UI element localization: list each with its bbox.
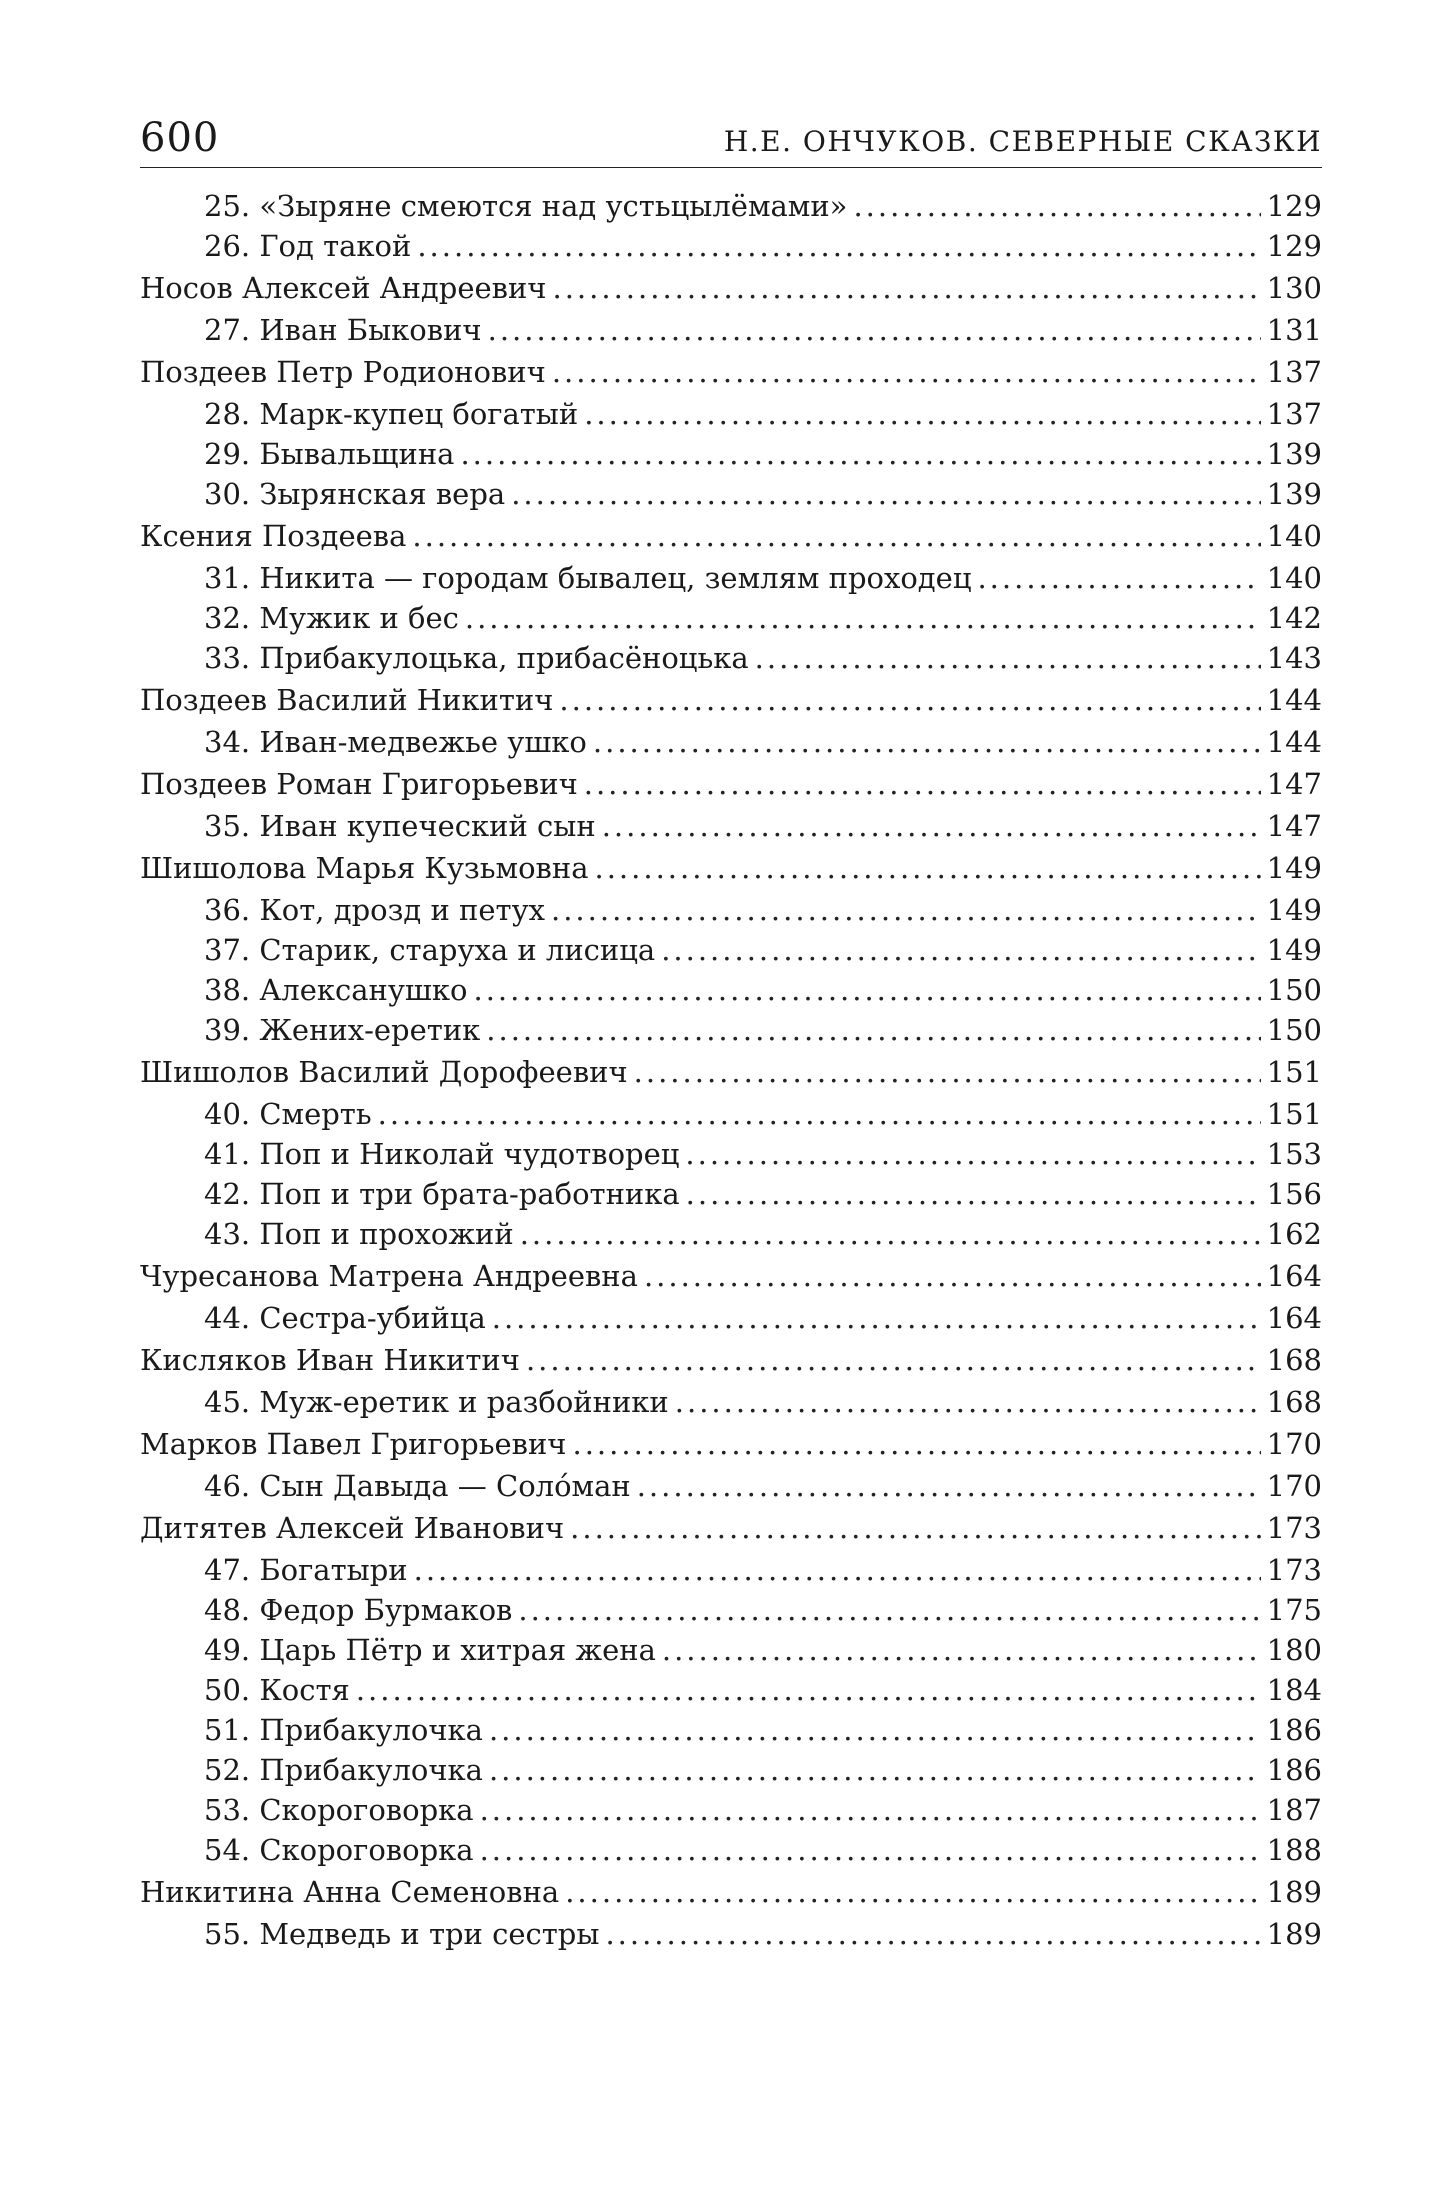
entry-title: 32. Мужик и бес xyxy=(204,601,459,635)
entry-page-number: 147 xyxy=(1266,809,1322,843)
entry-page-number: 164 xyxy=(1266,1301,1322,1335)
entry-page-number: 189 xyxy=(1266,1875,1322,1909)
dot-leader xyxy=(977,558,1260,598)
toc-story-entry xyxy=(140,1214,1322,1254)
dot-leader xyxy=(644,1254,1261,1298)
toc-author-entry xyxy=(140,1506,1322,1550)
entry-title: 31. Никита — городам бывалец, землям проходец xyxy=(204,561,972,595)
toc-author-entry xyxy=(140,1254,1322,1298)
entry-page-number: 137 xyxy=(1266,397,1322,431)
entry-page-number: 143 xyxy=(1266,641,1322,675)
entry-title: 41. Поп и Николай чудотворец xyxy=(204,1137,680,1171)
entry-title: 45. Муж-еретик и разбойники xyxy=(204,1385,669,1419)
toc-author-entry xyxy=(140,514,1322,558)
toc-author-entry xyxy=(140,1870,1322,1914)
toc-author-entry xyxy=(140,762,1322,806)
toc-story-entry xyxy=(140,1466,1322,1506)
toc-story-entry xyxy=(140,1010,1322,1050)
entry-page-number: 189 xyxy=(1266,1917,1322,1951)
entry-title: 54. Скороговорка xyxy=(204,1833,474,1867)
entry-page-number: 149 xyxy=(1266,893,1322,927)
entry-title: 40. Смерть xyxy=(204,1097,372,1131)
entry-page-number: 150 xyxy=(1266,973,1322,1007)
dot-leader xyxy=(356,1670,1261,1710)
toc-author-entry xyxy=(140,1422,1322,1466)
toc-story-entry xyxy=(140,310,1322,350)
dot-leader xyxy=(480,1830,1261,1870)
entry-page-number: 173 xyxy=(1266,1553,1322,1587)
dot-leader xyxy=(605,1914,1260,1954)
entry-page-number: 184 xyxy=(1266,1673,1322,1707)
toc-story-entry xyxy=(140,1134,1322,1174)
entry-page-number: 156 xyxy=(1266,1177,1322,1211)
entry-title: 52. Прибакулочка xyxy=(204,1753,483,1787)
dot-leader xyxy=(853,186,1260,226)
dot-leader xyxy=(551,890,1261,930)
toc-author-entry xyxy=(140,846,1322,890)
entry-title: 25. «Зыряне смеются над устьцылёмами» xyxy=(204,189,848,223)
entry-page-number: 147 xyxy=(1266,767,1322,801)
entry-title: Шишолова Марья Кузьмовна xyxy=(140,851,589,885)
dot-leader xyxy=(661,930,1260,970)
dot-leader xyxy=(602,806,1261,846)
dot-leader xyxy=(465,598,1261,638)
dot-leader xyxy=(473,970,1260,1010)
dot-leader xyxy=(480,1790,1261,1830)
entry-page-number: 129 xyxy=(1266,229,1322,263)
entry-title: Марков Павел Григорьевич xyxy=(140,1427,567,1461)
entry-title: 47. Богатыри xyxy=(204,1553,408,1587)
toc-story-entry xyxy=(140,434,1322,474)
toc-author-entry xyxy=(140,1050,1322,1094)
dot-leader xyxy=(559,678,1260,722)
entry-page-number: 131 xyxy=(1266,313,1322,347)
entry-page-number: 140 xyxy=(1266,519,1322,553)
dot-leader xyxy=(520,1214,1261,1254)
entry-title: 37. Старик, старуха и лисица xyxy=(204,933,656,967)
toc-story-entry xyxy=(140,638,1322,678)
toc-story-entry xyxy=(140,722,1322,762)
entry-title: 27. Иван Быкович xyxy=(204,313,482,347)
toc-story-entry xyxy=(140,1914,1322,1954)
table-of-contents xyxy=(140,186,1322,1954)
entry-title: 26. Год такой xyxy=(204,229,412,263)
dot-leader xyxy=(552,350,1261,394)
entry-page-number: 186 xyxy=(1266,1753,1322,1787)
entry-page-number: 139 xyxy=(1266,437,1322,471)
entry-title: Шишолов Василий Дорофеевич xyxy=(140,1055,628,1089)
dot-leader xyxy=(572,1422,1260,1466)
toc-story-entry xyxy=(140,1298,1322,1338)
toc-story-entry xyxy=(140,1830,1322,1870)
dot-leader xyxy=(584,762,1261,806)
dot-leader xyxy=(552,266,1260,310)
entry-title: 35. Иван купеческий сын xyxy=(204,809,596,843)
dot-leader xyxy=(414,1550,1261,1590)
entry-page-number: 186 xyxy=(1266,1713,1322,1747)
dot-leader xyxy=(593,722,1261,762)
entry-title: 30. Зырянская вера xyxy=(204,477,506,511)
entry-title: Чуресанова Матрена Андреевна xyxy=(140,1259,638,1293)
dot-leader xyxy=(511,474,1260,514)
toc-story-entry xyxy=(140,1174,1322,1214)
toc-story-entry xyxy=(140,186,1322,226)
toc-story-entry xyxy=(140,558,1322,598)
dot-leader xyxy=(675,1382,1261,1422)
entry-title: 48. Федор Бурмаков xyxy=(204,1593,513,1627)
entry-title: Поздеев Роман Григорьевич xyxy=(140,767,578,801)
header-rule xyxy=(140,167,1322,168)
dot-leader xyxy=(634,1050,1261,1094)
entry-page-number: 137 xyxy=(1266,355,1322,389)
dot-leader xyxy=(486,1010,1260,1050)
toc-story-entry xyxy=(140,474,1322,514)
entry-page-number: 140 xyxy=(1266,561,1322,595)
entry-title: 28. Марк-купец богатый xyxy=(204,397,579,431)
dot-leader xyxy=(417,226,1260,266)
entry-title: 29. Бывальщина xyxy=(204,437,455,471)
page-header xyxy=(140,112,1322,166)
entry-title: Поздеев Василий Никитич xyxy=(140,683,554,717)
toc-story-entry xyxy=(140,598,1322,638)
toc-story-entry xyxy=(140,1670,1322,1710)
entry-page-number: 142 xyxy=(1266,601,1322,635)
dot-leader xyxy=(685,1134,1260,1174)
entry-page-number: 168 xyxy=(1266,1385,1322,1419)
dot-leader xyxy=(755,638,1261,678)
toc-story-entry xyxy=(140,930,1322,970)
entry-page-number: 130 xyxy=(1266,271,1322,305)
toc-author-entry xyxy=(140,350,1322,394)
entry-title: Поздеев Петр Родионович xyxy=(140,355,546,389)
toc-author-entry xyxy=(140,266,1322,310)
toc-story-entry xyxy=(140,806,1322,846)
entry-page-number: 149 xyxy=(1266,851,1322,885)
entry-page-number: 139 xyxy=(1266,477,1322,511)
entry-title: 42. Поп и три брата-работника xyxy=(204,1177,680,1211)
dot-leader xyxy=(488,310,1261,350)
page-number: 600 xyxy=(140,115,220,161)
dot-leader xyxy=(526,1338,1261,1382)
entry-page-number: 144 xyxy=(1266,725,1322,759)
toc-story-entry xyxy=(140,1630,1322,1670)
running-title: Н.Е. ОНЧУКОВ. СЕВЕРНЫЕ СКАЗКИ xyxy=(723,125,1322,158)
entry-title: 46. Сын Давыда — Соло́ман xyxy=(204,1469,631,1503)
dot-leader xyxy=(489,1710,1261,1750)
entry-title: 53. Скороговорка xyxy=(204,1793,474,1827)
dot-leader xyxy=(686,1174,1261,1214)
dot-leader xyxy=(584,394,1260,434)
entry-title: 49. Царь Пётр и хитрая жена xyxy=(204,1633,656,1667)
dot-leader xyxy=(518,1590,1260,1630)
entry-page-number: 153 xyxy=(1266,1137,1322,1171)
entry-page-number: 175 xyxy=(1266,1593,1322,1627)
toc-story-entry xyxy=(140,1550,1322,1590)
toc-story-entry xyxy=(140,226,1322,266)
toc-author-entry xyxy=(140,1338,1322,1382)
toc-story-entry xyxy=(140,970,1322,1010)
entry-title: 39. Жених-еретик xyxy=(204,1013,481,1047)
entry-title: 55. Медведь и три сестры xyxy=(204,1917,600,1951)
entry-title: 50. Костя xyxy=(204,1673,350,1707)
toc-story-entry xyxy=(140,890,1322,930)
dot-leader xyxy=(489,1750,1261,1790)
toc-story-entry xyxy=(140,1750,1322,1790)
entry-page-number: 170 xyxy=(1266,1427,1322,1461)
entry-title: 34. Иван-медвежье ушко xyxy=(204,725,587,759)
entry-title: 33. Прибакулоцька, прибасёноцька xyxy=(204,641,749,675)
entry-page-number: 187 xyxy=(1266,1793,1322,1827)
dot-leader xyxy=(460,434,1260,474)
dot-leader xyxy=(492,1298,1261,1338)
entry-title: Носов Алексей Андреевич xyxy=(140,271,547,305)
entry-title: Кисляков Иван Никитич xyxy=(140,1343,520,1377)
entry-title: Дитятев Алексей Иванович xyxy=(140,1511,565,1545)
entry-page-number: 173 xyxy=(1266,1511,1322,1545)
entry-title: 44. Сестра-убийца xyxy=(204,1301,486,1335)
toc-story-entry xyxy=(140,1094,1322,1134)
entry-page-number: 151 xyxy=(1266,1055,1322,1089)
dot-leader xyxy=(378,1094,1261,1134)
toc-story-entry xyxy=(140,1590,1322,1630)
entry-title: 51. Прибакулочка xyxy=(204,1713,483,1747)
toc-story-entry xyxy=(140,1382,1322,1422)
toc-story-entry xyxy=(140,1790,1322,1830)
entry-page-number: 129 xyxy=(1266,189,1322,223)
entry-page-number: 168 xyxy=(1266,1343,1322,1377)
dot-leader xyxy=(594,846,1260,890)
entry-page-number: 162 xyxy=(1266,1217,1322,1251)
dot-leader xyxy=(637,1466,1261,1506)
entry-page-number: 188 xyxy=(1266,1833,1322,1867)
entry-page-number: 150 xyxy=(1266,1013,1322,1047)
entry-page-number: 144 xyxy=(1266,683,1322,717)
entry-page-number: 164 xyxy=(1266,1259,1322,1293)
entry-title: 43. Поп и прохожий xyxy=(204,1217,514,1251)
dot-leader xyxy=(565,1870,1260,1914)
toc-story-entry xyxy=(140,394,1322,434)
entry-title: 38. Алексанушко xyxy=(204,973,468,1007)
toc-author-entry xyxy=(140,678,1322,722)
dot-leader xyxy=(662,1630,1261,1670)
entry-title: 36. Кот, дрозд и петух xyxy=(204,893,545,927)
entry-page-number: 151 xyxy=(1266,1097,1322,1131)
entry-title: Ксения Поздеева xyxy=(140,519,407,553)
dot-leader xyxy=(570,1506,1261,1550)
entry-page-number: 180 xyxy=(1266,1633,1322,1667)
entry-title: Никитина Анна Семеновна xyxy=(140,1875,560,1909)
entry-page-number: 170 xyxy=(1266,1469,1322,1503)
entry-page-number: 149 xyxy=(1266,933,1322,967)
dot-leader xyxy=(412,514,1260,558)
toc-story-entry xyxy=(140,1710,1322,1750)
